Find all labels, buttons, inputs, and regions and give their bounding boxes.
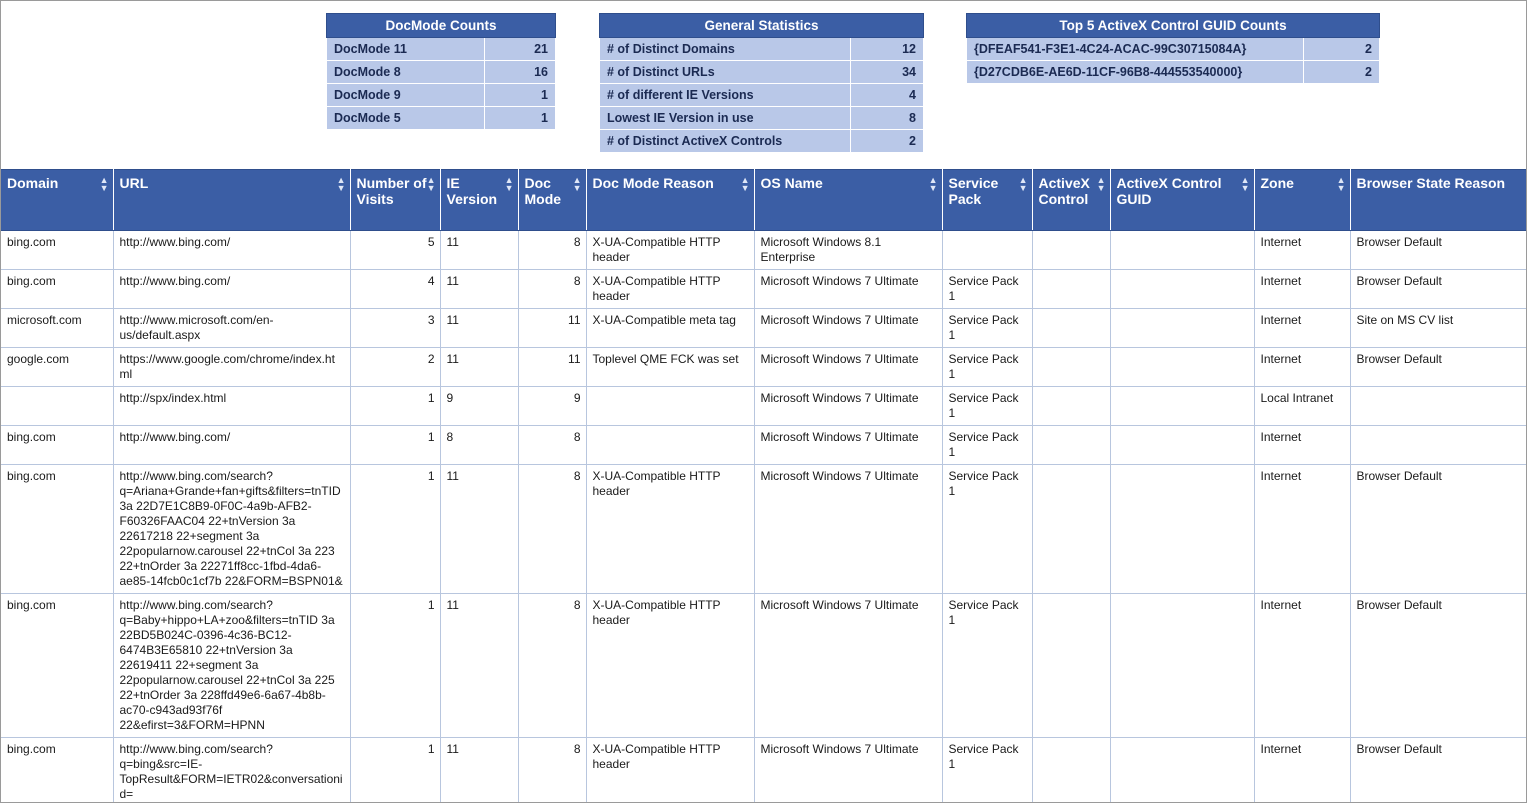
column-header-label: ActiveX Control: [1038, 175, 1090, 207]
cell-activex-guid: [1110, 738, 1254, 803]
cell-url: http://spx/index.html: [113, 387, 350, 426]
cell-os-name: Microsoft Windows 7 Ultimate: [754, 348, 942, 387]
column-header-label: Number of Visits: [356, 175, 427, 207]
column-header-domain[interactable]: [1, 170, 113, 231]
table-row[interactable]: [1, 387, 1527, 426]
column-header-label: Service Pack: [948, 175, 999, 207]
table-row[interactable]: [1, 270, 1527, 309]
cell-os-name: Microsoft Windows 7 Ultimate: [754, 387, 942, 426]
cell-domain: microsoft.com: [1, 309, 113, 348]
statistic-value: 12: [850, 38, 923, 61]
cell-doc-mode-reason: X-UA-Compatible HTTP header: [586, 465, 754, 594]
cell-activex-control: [1032, 738, 1110, 803]
cell-url: http://www.bing.com/search?q=Baby+hippo+LA+zoo&filters=tnTID 3a 22BD5B024C-0396-4c36-BC12-6474B3E65810 22+tnVersion 3a 22619411 22+segment 3a 22popularnow.carousel 22+tnCol 3a 225 22+tnOrder 3a 228ffd49e6-6a67-4b8b-ac70-c943ad93f76f 22&efirst=3&FORM=HPNN: [113, 594, 350, 738]
cell-doc-mode: 8: [518, 270, 586, 309]
browsing-data-grid: [1, 169, 1527, 803]
table-row: [967, 38, 1380, 61]
cell-activex-control: [1032, 387, 1110, 426]
cell-domain: bing.com: [1, 465, 113, 594]
cell-doc-mode: 8: [518, 231, 586, 270]
cell-activex-guid: [1110, 309, 1254, 348]
docmode-label: DocMode 8: [327, 61, 485, 84]
cell-visits: 1: [350, 738, 440, 803]
cell-visits: 4: [350, 270, 440, 309]
cell-zone: Internet: [1254, 231, 1350, 270]
cell-service-pack: Service Pack 1: [942, 594, 1032, 738]
cell-visits: 3: [350, 309, 440, 348]
column-header-label: ActiveX Control GUID: [1116, 175, 1222, 207]
table-row: [327, 61, 556, 84]
cell-ie-version: 11: [440, 270, 518, 309]
cell-service-pack: Service Pack 1: [942, 426, 1032, 465]
statistic-value: 4: [850, 84, 923, 107]
sort-toggle-icon[interactable]: ▲ ▼: [426, 175, 436, 193]
cell-domain: bing.com: [1, 426, 113, 465]
table-row: [600, 107, 924, 130]
sort-toggle-icon[interactable]: ▲ ▼: [928, 175, 938, 193]
cell-doc-mode-reason: X-UA-Compatible HTTP header: [586, 231, 754, 270]
cell-visits: 1: [350, 594, 440, 738]
table-row[interactable]: [1, 738, 1527, 803]
column-header-label: Domain: [7, 175, 59, 191]
cell-service-pack: Service Pack 1: [942, 270, 1032, 309]
statistic-value: 8: [850, 107, 923, 130]
docmode-value: 21: [485, 38, 556, 61]
column-header-activex-control[interactable]: [1032, 170, 1110, 231]
column-header-label: Doc Mode: [524, 175, 562, 207]
cell-ie-version: 11: [440, 348, 518, 387]
cell-doc-mode-reason: [586, 387, 754, 426]
sort-toggle-icon[interactable]: ▲ ▼: [336, 175, 346, 193]
cell-zone: Internet: [1254, 465, 1350, 594]
cell-activex-control: [1032, 465, 1110, 594]
top-activex-guid-table: [966, 13, 1380, 84]
cell-browser-state-reason: Browser Default: [1350, 738, 1527, 803]
activex-guid-value: 2: [1304, 38, 1380, 61]
table-row: [327, 84, 556, 107]
column-header-label: URL: [119, 175, 149, 191]
activex-guid-label: {DFEAF541-F3E1-4C24-ACAC-99C30715084A}: [967, 38, 1304, 61]
table-row: [600, 84, 924, 107]
table-row: [327, 107, 556, 130]
cell-browser-state-reason: Site on MS CV list: [1350, 309, 1527, 348]
top-activex-guid-body: [967, 38, 1380, 84]
cell-url: http://www.bing.com/: [113, 426, 350, 465]
cell-visits: 5: [350, 231, 440, 270]
sort-toggle-icon[interactable]: ▲ ▼: [1018, 175, 1028, 193]
table-row[interactable]: [1, 594, 1527, 738]
cell-activex-control: [1032, 348, 1110, 387]
cell-activex-guid: [1110, 387, 1254, 426]
cell-activex-guid: [1110, 426, 1254, 465]
cell-doc-mode: 8: [518, 594, 586, 738]
cell-visits: 1: [350, 465, 440, 594]
cell-url: https://www.google.com/chrome/index.html: [113, 348, 350, 387]
docmode-counts-body: [327, 38, 556, 130]
cell-activex-control: [1032, 594, 1110, 738]
table-row: [600, 61, 924, 84]
table-row[interactable]: [1, 231, 1527, 270]
cell-zone: Internet: [1254, 270, 1350, 309]
cell-activex-guid: [1110, 270, 1254, 309]
cell-os-name: Microsoft Windows 7 Ultimate: [754, 309, 942, 348]
docmode-value: 1: [485, 107, 556, 130]
sort-toggle-icon[interactable]: ▲ ▼: [1336, 175, 1346, 193]
cell-zone: Internet: [1254, 738, 1350, 803]
statistic-value: 34: [850, 61, 923, 84]
table-row[interactable]: [1, 309, 1527, 348]
sort-toggle-icon[interactable]: ▲ ▼: [1096, 175, 1106, 193]
cell-zone: Internet: [1254, 348, 1350, 387]
cell-doc-mode-reason: X-UA-Compatible meta tag: [586, 309, 754, 348]
cell-doc-mode: 8: [518, 738, 586, 803]
cell-doc-mode: 11: [518, 348, 586, 387]
cell-domain: bing.com: [1, 594, 113, 738]
docmode-value: 1: [485, 84, 556, 107]
cell-activex-guid: [1110, 231, 1254, 270]
cell-domain: bing.com: [1, 231, 113, 270]
cell-url: http://www.bing.com/: [113, 270, 350, 309]
cell-visits: 2: [350, 348, 440, 387]
cell-browser-state-reason: Browser Default: [1350, 594, 1527, 738]
cell-zone: Internet: [1254, 594, 1350, 738]
docmode-label: DocMode 11: [327, 38, 485, 61]
grid-body: [1, 231, 1527, 803]
docmode-label: DocMode 9: [327, 84, 485, 107]
column-header-os-name[interactable]: [754, 170, 942, 231]
column-header-label: IE Version: [446, 175, 498, 207]
cell-doc-mode-reason: X-UA-Compatible HTTP header: [586, 738, 754, 803]
cell-url: http://www.bing.com/search?q=bing&src=IE-TopResult&FORM=IETR02&conversationid=: [113, 738, 350, 803]
column-header-label: Zone: [1260, 175, 1294, 191]
table-row: [967, 61, 1380, 84]
cell-os-name: Microsoft Windows 7 Ultimate: [754, 270, 942, 309]
sort-toggle-icon[interactable]: ▲ ▼: [740, 175, 750, 193]
column-header-label: Doc Mode Reason: [592, 175, 714, 191]
cell-activex-control: [1032, 270, 1110, 309]
sort-toggle-icon[interactable]: ▲ ▼: [572, 175, 582, 193]
cell-ie-version: 8: [440, 426, 518, 465]
cell-zone: Internet: [1254, 309, 1350, 348]
sort-toggle-icon[interactable]: ▲ ▼: [504, 175, 514, 193]
table-row[interactable]: [1, 465, 1527, 594]
cell-activex-control: [1032, 426, 1110, 465]
cell-doc-mode-reason: X-UA-Compatible HTTP header: [586, 270, 754, 309]
cell-os-name: Microsoft Windows 8.1 Enterprise: [754, 231, 942, 270]
table-row: [600, 130, 924, 153]
cell-browser-state-reason: Browser Default: [1350, 465, 1527, 594]
statistic-label: # of Distinct URLs: [600, 61, 851, 84]
statistic-label: # of Distinct Domains: [600, 38, 851, 61]
cell-ie-version: 11: [440, 309, 518, 348]
cell-service-pack: Service Pack 1: [942, 309, 1032, 348]
docmode-value: 16: [485, 61, 556, 84]
cell-doc-mode-reason: [586, 426, 754, 465]
cell-doc-mode-reason: X-UA-Compatible HTTP header: [586, 594, 754, 738]
cell-visits: 1: [350, 426, 440, 465]
cell-browser-state-reason: [1350, 426, 1527, 465]
grid-header: [1, 170, 1527, 231]
cell-activex-guid: [1110, 348, 1254, 387]
cell-zone: Internet: [1254, 426, 1350, 465]
cell-doc-mode-reason: Toplevel QME FCK was set: [586, 348, 754, 387]
cell-ie-version: 11: [440, 738, 518, 803]
column-header-zone[interactable]: [1254, 170, 1350, 231]
statistic-label: # of different IE Versions: [600, 84, 851, 107]
cell-doc-mode: 11: [518, 309, 586, 348]
cell-ie-version: 11: [440, 465, 518, 594]
cell-browser-state-reason: Browser Default: [1350, 270, 1527, 309]
docmode-counts-table: [326, 13, 556, 130]
column-header-url[interactable]: [113, 170, 350, 231]
table-row: [327, 38, 556, 61]
cell-service-pack: Service Pack 1: [942, 387, 1032, 426]
top-activex-guid-title: Top 5 ActiveX Control GUID Counts: [967, 14, 1380, 38]
cell-url: http://www.bing.com/: [113, 231, 350, 270]
cell-domain: [1, 387, 113, 426]
table-row: [600, 38, 924, 61]
column-header-label: Browser State Reason: [1356, 175, 1506, 191]
cell-doc-mode: 8: [518, 426, 586, 465]
cell-service-pack: [942, 231, 1032, 270]
cell-os-name: Microsoft Windows 7 Ultimate: [754, 738, 942, 803]
cell-activex-guid: [1110, 465, 1254, 594]
cell-doc-mode: 9: [518, 387, 586, 426]
cell-url: http://www.microsoft.com/en-us/default.aspx: [113, 309, 350, 348]
cell-url: http://www.bing.com/search?q=Ariana+Grande+fan+gifts&filters=tnTID 3a 22D7E1C8B9-0F0C-4a9b-AFB2-F60326FAAC04 22+tnVersion 3a 22617218 22+segment 3a 22popularnow.carousel 22+tnCol 3a 223 22+tnOrder 3a 22271ff8cc-1fbd-4da6-ae85-14fcb0c1cf7b 22&FORM=BSPN01&: [113, 465, 350, 594]
cell-visits: 1: [350, 387, 440, 426]
activex-guid-label: {D27CDB6E-AE6D-11CF-96B8-444553540000}: [967, 61, 1304, 84]
cell-os-name: Microsoft Windows 7 Ultimate: [754, 426, 942, 465]
cell-activex-control: [1032, 309, 1110, 348]
table-row[interactable]: [1, 348, 1527, 387]
cell-service-pack: Service Pack 1: [942, 738, 1032, 803]
sort-toggle-icon[interactable]: ▲ ▼: [1240, 175, 1250, 193]
cell-activex-control: [1032, 231, 1110, 270]
column-header-activex-control-guid[interactable]: [1110, 170, 1254, 231]
column-header-ie-version[interactable]: [440, 170, 518, 231]
table-row[interactable]: [1, 426, 1527, 465]
statistic-label: Lowest IE Version in use: [600, 107, 851, 130]
sort-toggle-icon[interactable]: ▲ ▼: [99, 175, 109, 193]
cell-ie-version: 11: [440, 594, 518, 738]
cell-domain: google.com: [1, 348, 113, 387]
general-statistics-title: General Statistics: [600, 14, 924, 38]
column-header-label: OS Name: [760, 175, 823, 191]
cell-domain: bing.com: [1, 270, 113, 309]
cell-os-name: Microsoft Windows 7 Ultimate: [754, 465, 942, 594]
cell-ie-version: 11: [440, 231, 518, 270]
cell-activex-guid: [1110, 594, 1254, 738]
docmode-counts-title: DocMode Counts: [327, 14, 556, 38]
cell-service-pack: Service Pack 1: [942, 348, 1032, 387]
cell-browser-state-reason: [1350, 387, 1527, 426]
cell-ie-version: 9: [440, 387, 518, 426]
column-header-doc-mode[interactable]: [518, 170, 586, 231]
docmode-label: DocMode 5: [327, 107, 485, 130]
general-statistics-table: [599, 13, 924, 153]
general-statistics-body: [600, 38, 924, 153]
column-header-browser-state-reason[interactable]: [1350, 170, 1527, 231]
statistic-label: # of Distinct ActiveX Controls: [600, 130, 851, 153]
column-header-doc-mode-reason[interactable]: [586, 170, 754, 231]
cell-os-name: Microsoft Windows 7 Ultimate: [754, 594, 942, 738]
column-header-number-of-visits[interactable]: [350, 170, 440, 231]
column-header-service-pack[interactable]: [942, 170, 1032, 231]
activex-guid-value: 2: [1304, 61, 1380, 84]
cell-zone: Local Intranet: [1254, 387, 1350, 426]
cell-browser-state-reason: Browser Default: [1350, 348, 1527, 387]
cell-browser-state-reason: Browser Default: [1350, 231, 1527, 270]
cell-service-pack: Service Pack 1: [942, 465, 1032, 594]
cell-doc-mode: 8: [518, 465, 586, 594]
cell-domain: bing.com: [1, 738, 113, 803]
statistic-value: 2: [850, 130, 923, 153]
